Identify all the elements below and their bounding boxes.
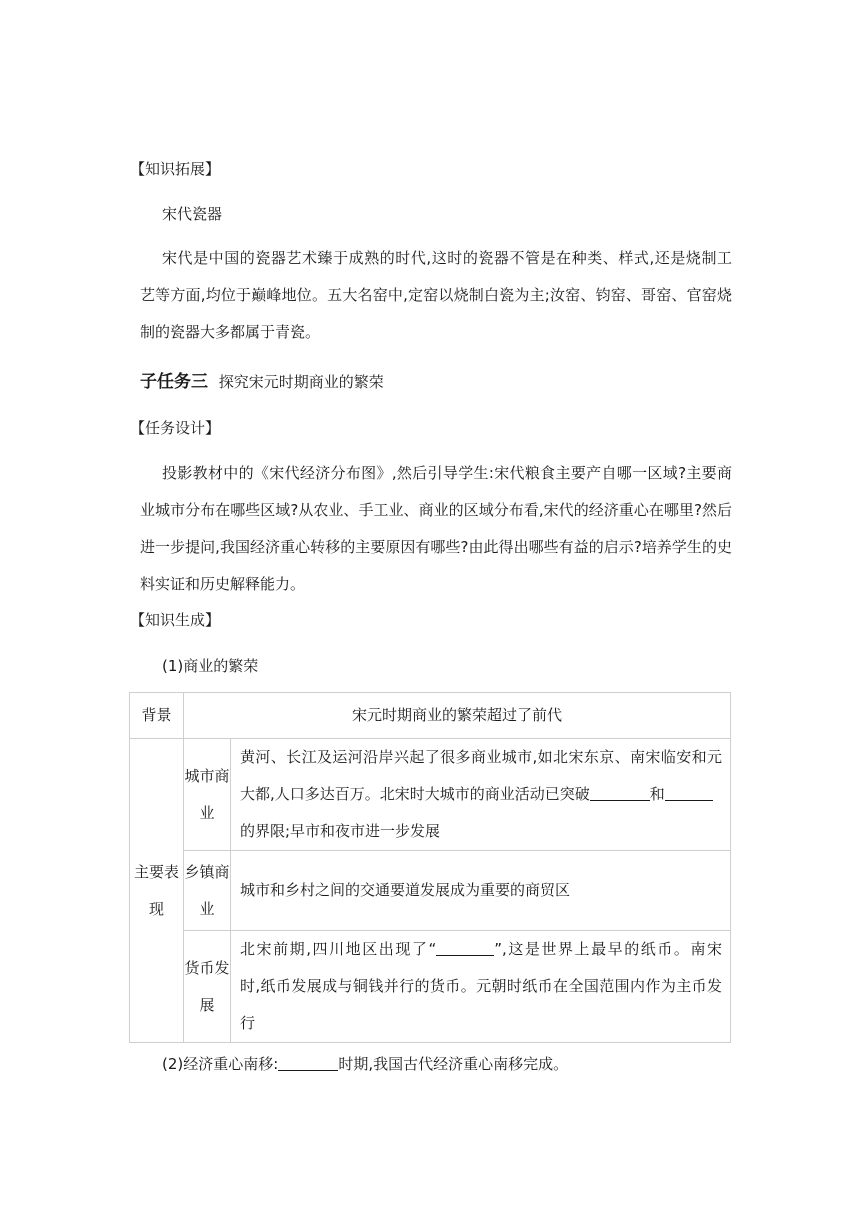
fill-blank: [278, 1055, 338, 1071]
label-line: 乡镇商: [184, 862, 230, 881]
main-performance-label-cell: [130, 739, 184, 1043]
label-line: 业: [199, 899, 215, 918]
knowledge-extension-heading: 【知识拓展】: [130, 160, 221, 178]
cell-text: 和: [649, 785, 665, 803]
item-1-commerce: (1)商业的繁荣: [162, 657, 259, 675]
item-text: (2)经济重心南移:: [162, 1055, 279, 1073]
label-line: 货币发: [184, 958, 230, 977]
paragraph-line: 制的瓷器大多都属于青瓷。: [140, 323, 321, 341]
table-row: [130, 851, 731, 931]
cell-text: 大都,人口多达百万。北宋时大城市的商业活动已突破: [240, 785, 590, 803]
subtask-label: 子任务三: [140, 372, 208, 392]
cell-line: 黄河、长江及运河沿岸兴起了很多商业城市,如北宋东京、南宋临安和元: [240, 748, 723, 766]
cell-line: 行: [240, 1014, 256, 1032]
task-design-heading: 【任务设计】: [130, 419, 221, 437]
background-text-cell: 宋元时期商业的繁荣超过了前代: [184, 693, 731, 739]
cell-text: ”,这是世界上最早的纸币。南宋: [494, 940, 723, 958]
paragraph-line: 料实证和历史解释能力。: [140, 575, 306, 593]
porcelain-paragraph: [140, 240, 732, 351]
task-design-paragraph: [140, 455, 732, 603]
table-row: [130, 739, 731, 851]
city-commerce-label-cell: [184, 739, 231, 851]
paragraph-line: 宋代是中国的瓷器艺术臻于成熟的时代,这时的瓷器不管是在种类、样式,还是烧制工: [162, 249, 732, 267]
porcelain-subtitle: 宋代瓷器: [162, 205, 223, 223]
cell-line: 的界限;早市和夜市进一步发展: [240, 822, 441, 840]
background-label-cell: 背景: [130, 693, 184, 739]
town-commerce-label-cell: [184, 851, 231, 931]
label-line: 展: [199, 995, 215, 1014]
subtask-heading: [140, 367, 384, 392]
table-row: [130, 693, 731, 739]
paragraph-line: 投影教材中的《宋代经济分布图》,然后引导学生:宋代粮食主要产自哪一区域?主要商: [162, 464, 732, 482]
table-row: [130, 931, 731, 1043]
paragraph-line: 艺等方面,均位于巅峰地位。五大名窑中,定窑以烧制白瓷为主;汝窑、钧窑、哥窑、官窑烧: [140, 286, 732, 304]
paragraph-line: 进一步提问,我国经济重心转移的主要原因有哪些?由此得出哪些有益的启示?培养学生的史: [140, 538, 732, 556]
commerce-table: [129, 692, 731, 1043]
paragraph-line: 业城市分布在哪些区域?从农业、手工业、商业的区域分布看,宋代的经济重心在哪里?然后: [140, 501, 732, 519]
city-commerce-text-cell: [231, 739, 731, 851]
label-line: 主要表: [133, 862, 179, 881]
cell-line: [240, 931, 722, 968]
item-2-economic-center: [162, 1053, 568, 1074]
town-commerce-text-cell: 城市和乡村之间的交通要道发展成为重要的商贸区: [231, 851, 731, 931]
currency-text-cell: [231, 931, 731, 1043]
currency-label-cell: [184, 931, 231, 1043]
label-line: 现: [148, 899, 164, 918]
fill-blank: [436, 940, 494, 956]
label-line: 业: [199, 803, 215, 822]
fill-blank: [665, 785, 713, 801]
cell-line: [240, 776, 722, 813]
knowledge-generation-heading: 【知识生成】: [130, 611, 221, 629]
cell-line: 时,纸币发展成与铜钱并行的货币。元朝时纸币在全国范围内作为主币发: [240, 977, 723, 995]
label-line: 城市商: [184, 766, 230, 785]
cell-text: 北宋前期,四川地区出现了“: [240, 940, 437, 958]
fill-blank: [590, 785, 650, 801]
subtask-title: 探究宋元时期商业的繁荣: [218, 373, 384, 391]
item-text: 时期,我国古代经济重心南移完成。: [338, 1055, 569, 1073]
